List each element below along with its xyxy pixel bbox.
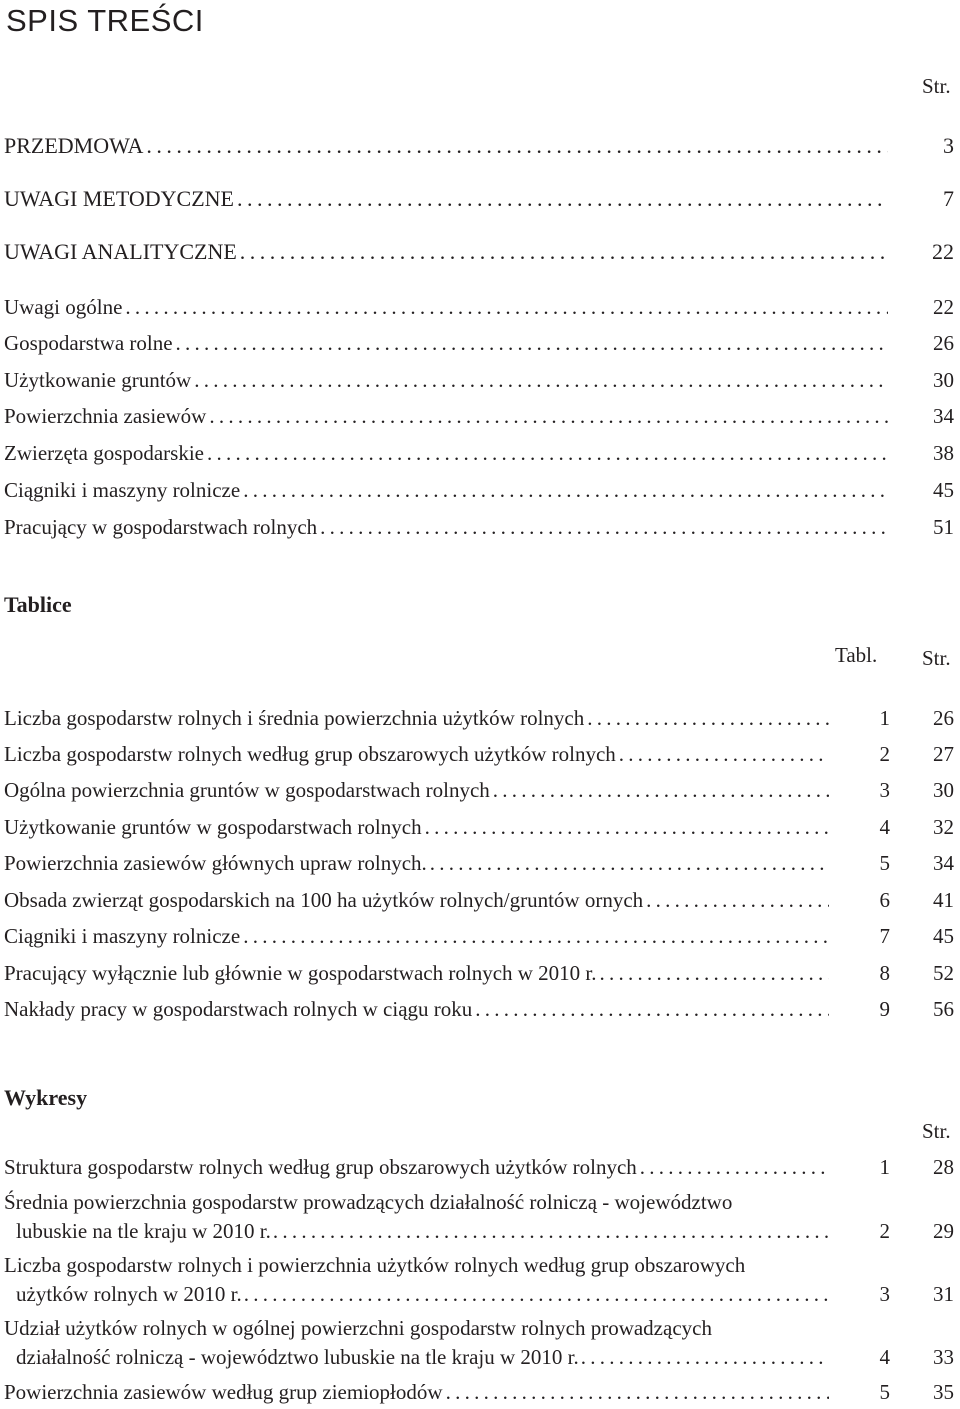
toc-entry-label: Ogólna powierzchnia gruntów w gospodarstwach rolnych . . .: [4, 776, 829, 804]
toc-entry-label: Struktura gospodarstw rolnych według grup obszarowych użytków rolnych . . .: [4, 1153, 829, 1181]
toc-entry-page: 56: [933, 997, 954, 1021]
toc-subentry[interactable]: [4, 329, 954, 357]
chart-entry[interactable]: [4, 1314, 954, 1372]
toc-subentry[interactable]: [4, 293, 954, 321]
toc-entry-page: 52: [933, 961, 954, 985]
toc-entry-page: 30: [933, 778, 954, 802]
toc-entry-page: 30: [933, 368, 954, 392]
table-number: 4: [879, 815, 890, 839]
page-column-header: Str.: [922, 1119, 951, 1143]
toc-entry-label: PRZEDMOWA . . .: [4, 132, 888, 160]
toc-entry-label: UWAGI METODYCZNE . . .: [4, 185, 888, 213]
chart-number: 4: [879, 1345, 890, 1369]
toc-entry-label-line1: Średnia powierzchnia gospodarstw prowadzących działalność rolniczą - województwo: [4, 1190, 733, 1214]
toc-subentry[interactable]: [4, 476, 954, 504]
toc-entry-label: Zwierzęta gospodarskie . . .: [4, 439, 888, 467]
toc-entry-page: 35: [933, 1380, 954, 1404]
table-number: 9: [879, 997, 890, 1021]
toc-entry-page: 7: [943, 186, 954, 211]
toc-entry-page: 34: [933, 851, 954, 875]
table-entry[interactable]: [4, 959, 954, 987]
chart-entry[interactable]: [4, 1153, 954, 1181]
chart-number: 5: [879, 1380, 890, 1404]
toc-entry-page: 22: [933, 295, 954, 319]
toc-entry-label: Powierzchnia zasiewów . . .: [4, 402, 888, 430]
table-number: 3: [879, 778, 890, 802]
toc-entry-label-line2: działalność rolniczą - województwo lubuskie na tle kraju w 2010 r. . . .: [16, 1343, 829, 1372]
toc-entry-label: Liczba gospodarstw rolnych według grup obszarowych użytków rolnych . . .: [4, 740, 829, 768]
toc-entry-uwagi-analityczne[interactable]: [4, 238, 954, 266]
page-column-header: Str.: [922, 646, 951, 670]
table-number: 6: [879, 888, 890, 912]
toc-entry-label: Powierzchnia zasiewów głównych upraw rolnych. . . .: [4, 849, 829, 877]
toc-entry-label: Gospodarstwa rolne . . .: [4, 329, 888, 357]
table-entry[interactable]: [4, 704, 954, 732]
toc-entry-page: 26: [933, 331, 954, 355]
table-entry[interactable]: [4, 776, 954, 804]
toc-entry-label: UWAGI ANALITYCZNE . . .: [4, 238, 888, 266]
toc-entry-page: 45: [933, 924, 954, 948]
toc-entry-page: 26: [933, 706, 954, 730]
toc-entry-label: Ciągniki i maszyny rolnicze . . .: [4, 922, 829, 950]
table-number: 1: [879, 706, 890, 730]
table-entry[interactable]: [4, 922, 954, 950]
tables-section-heading: Tablice: [4, 592, 72, 617]
toc-entry-label: Pracujący w gospodarstwach rolnych . . .: [4, 513, 888, 541]
toc-entry-page: 22: [932, 239, 954, 264]
chart-number: 2: [879, 1219, 890, 1243]
toc-subentry[interactable]: [4, 366, 954, 394]
chart-number: 1: [879, 1155, 890, 1179]
toc-entry-page: 3: [943, 133, 954, 158]
toc-entry-page: 31: [933, 1282, 954, 1306]
toc-entry-page: 45: [933, 478, 954, 502]
table-entry[interactable]: [4, 813, 954, 841]
toc-entry-label: Ciągniki i maszyny rolnicze . . .: [4, 476, 888, 504]
toc-subentry[interactable]: [4, 513, 954, 541]
toc-entry-label: Użytkowanie gruntów . . .: [4, 366, 888, 394]
toc-entry-page: 32: [933, 815, 954, 839]
toc-entry-page: 34: [933, 404, 954, 428]
table-number: 2: [879, 742, 890, 766]
table-entry[interactable]: [4, 886, 954, 914]
chart-number: 3: [879, 1282, 890, 1306]
toc-entry-page: 41: [933, 888, 954, 912]
chart-entry[interactable]: [4, 1188, 954, 1246]
toc-entry-page: 51: [933, 515, 954, 539]
page-column-header: Str.: [922, 74, 951, 98]
table-number: 8: [879, 961, 890, 985]
toc-entry-label-line1: Udział użytków rolnych w ogólnej powierzchni gospodarstw rolnych prowadzących: [4, 1316, 712, 1340]
table-number: 7: [879, 924, 890, 948]
toc-entry-label: Pracujący wyłącznie lub głównie w gospodarstwach rolnych w 2010 r. . . .: [4, 959, 829, 987]
table-entry[interactable]: [4, 849, 954, 877]
toc-entry-label-line1: Liczba gospodarstw rolnych i powierzchnia użytków rolnych według grup obszarowych: [4, 1253, 746, 1277]
table-number: 5: [879, 851, 890, 875]
toc-entry-page: 38: [933, 441, 954, 465]
table-number-column-header: Tabl.: [835, 643, 878, 667]
toc-entry-page: 28: [933, 1155, 954, 1179]
chart-entry[interactable]: [4, 1378, 954, 1406]
toc-entry-label: Liczba gospodarstw rolnych i średnia powierzchnia użytków rolnych . . .: [4, 704, 829, 732]
charts-section-heading: Wykresy: [4, 1085, 88, 1110]
toc-entry-uwagi-metodyczne[interactable]: [4, 185, 954, 213]
table-entry[interactable]: [4, 995, 954, 1023]
chart-entry[interactable]: [4, 1251, 954, 1309]
toc-entry-label-line2: użytków rolnych w 2010 r. . . .: [16, 1280, 829, 1309]
toc-entry-label: Obsada zwierząt gospodarskich na 100 ha użytków rolnych/gruntów ornych . . .: [4, 886, 829, 914]
toc-entry-label-line2: lubuskie na tle kraju w 2010 r. . . .: [16, 1217, 829, 1246]
page-title: SPIS TREŚCI: [6, 3, 204, 38]
toc-subentry[interactable]: [4, 439, 954, 467]
toc-entry-page: 33: [933, 1345, 954, 1369]
toc-entry-label: Powierzchnia zasiewów według grup ziemiopłodów . . .: [4, 1378, 829, 1406]
toc-entry-przedmowa[interactable]: [4, 132, 954, 160]
toc-subentry[interactable]: [4, 402, 954, 430]
toc-entry-label: Użytkowanie gruntów w gospodarstwach rolnych . . .: [4, 813, 829, 841]
table-entry[interactable]: [4, 740, 954, 768]
toc-entry-label: Nakłady pracy w gospodarstwach rolnych w ciągu roku . . .: [4, 995, 829, 1023]
toc-entry-page: 29: [933, 1219, 954, 1243]
toc-entry-label: Uwagi ogólne . . .: [4, 293, 888, 321]
toc-entry-page: 27: [933, 742, 954, 766]
